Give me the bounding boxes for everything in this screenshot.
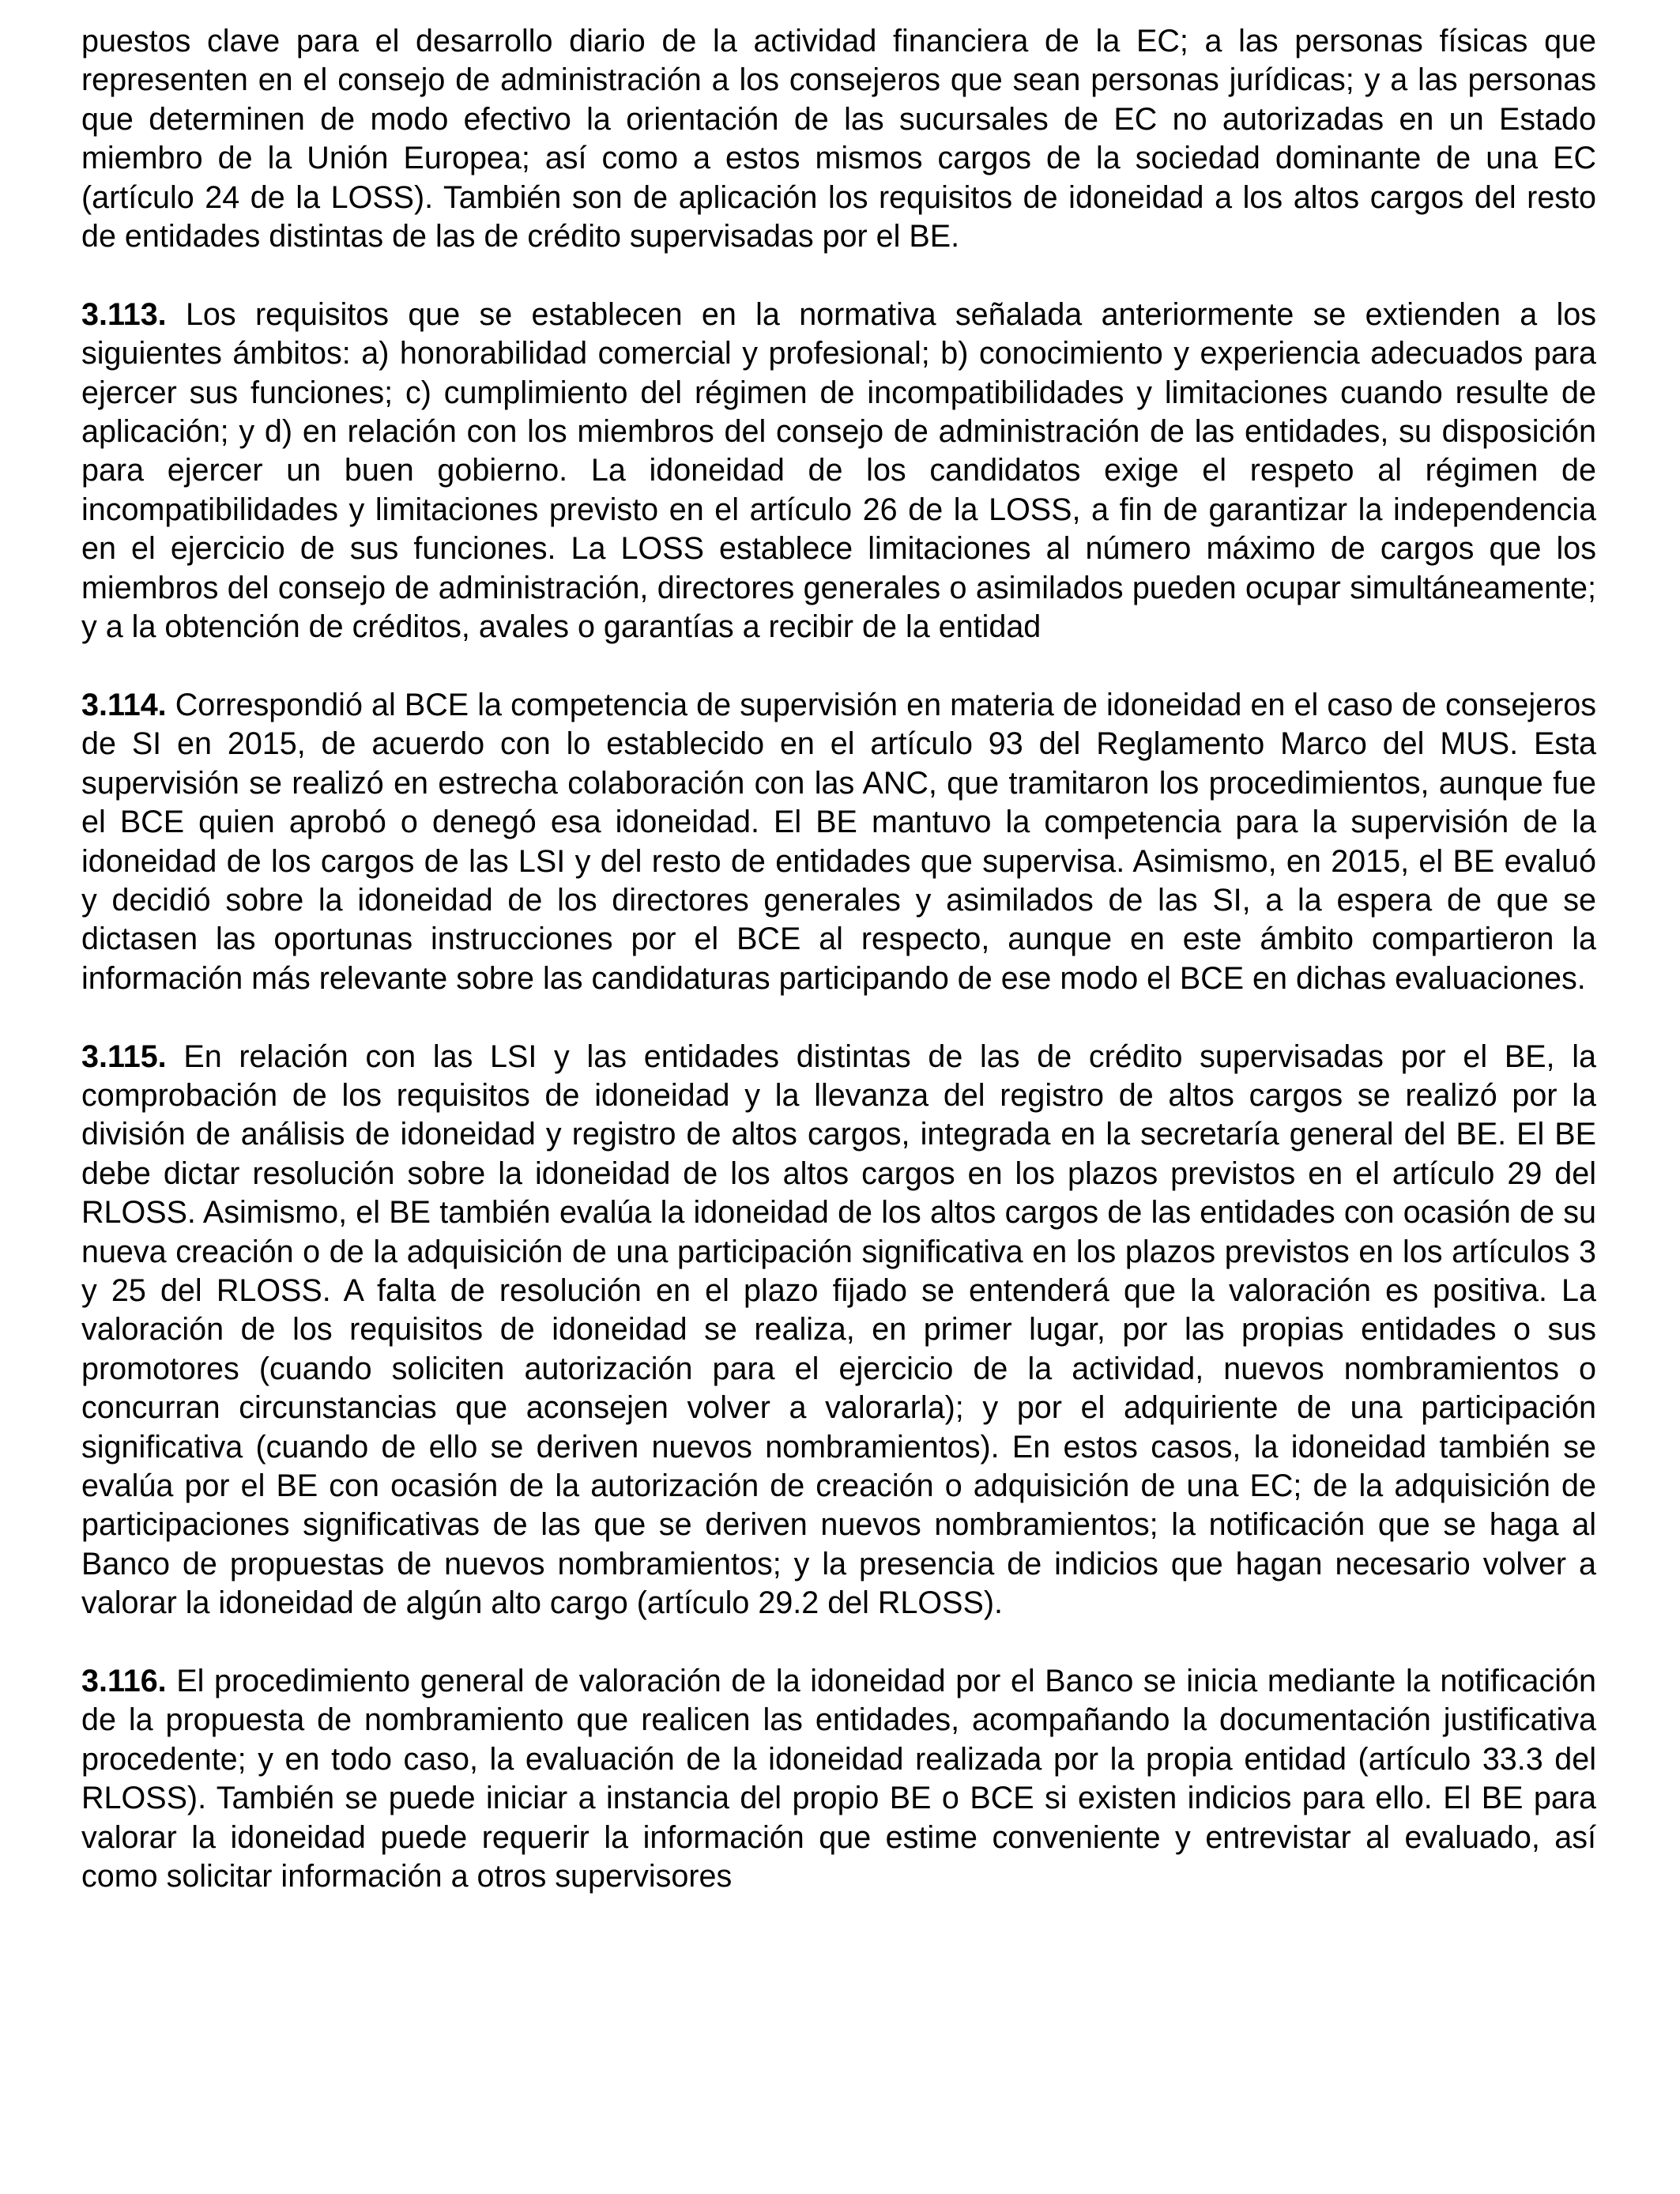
paragraph-continuation <box>81 22 1596 256</box>
paragraph-text: puestos clave para el desarrollo diario de la actividad financiera de la EC; a las personas físicas que representen en el consejo de administración a los consejeros que sean personas jurídicas; y a las personas que determinen de modo efectivo la orientación de las sucursales de EC no autorizadas en un Estado miembro de la Unión Europea; así como a estos mismos cargos de la sociedad dominante de una EC (artículo 24 de la LOSS). También son de aplicación los requisitos de idoneidad a los altos cargos del resto de entidades distintas de las de crédito supervisadas por el BE. <box>81 24 1596 254</box>
paragraph-text: El procedimiento general de valoración de la idoneidad por el Banco se inicia mediante la notificación de la propuesta de nombramiento que realicen las entidades, acompañando la documentación justificativa procedente; y en todo caso, la evaluación de la idoneidad realizada por la propia entidad (artículo 33.3 del RLOSS). También se puede iniciar a instancia del propio BE o BCE si existen indicios para ello. El BE para valorar la idoneidad puede requerir la información que estime conveniente y entrevistar al evaluado, así como solicitar información a otros supervisores <box>81 1664 1596 1894</box>
paragraph-number: 3.116. <box>81 1664 167 1698</box>
paragraph-3-113 <box>81 296 1596 647</box>
document-page <box>81 22 1596 1896</box>
paragraph-number: 3.113. <box>81 296 167 332</box>
paragraph-number: 3.114. <box>81 687 167 722</box>
paragraph-3-114 <box>81 686 1596 998</box>
paragraph-3-115 <box>81 1038 1596 1623</box>
paragraph-text: Los requisitos que se establecen en la normativa señalada anteriormente se extienden a los siguientes ámbitos: a) honorabilidad comercial y profesional; b) conocimiento y experiencia adecuados para ejercer sus funciones; c) cumplimiento del régimen de incompatibilidades y limitaciones cuando resulte de aplicación; y d) en relación con los miembros del consejo de administración de las entidades, su disposición para ejercer un buen gobierno. La idoneidad de los candidatos exige el respeto al régimen de incompatibilidades y limitaciones previsto en el artículo 26 de la LOSS, a fin de garantizar la independencia en el ejercicio de sus funciones. La LOSS establece limitaciones al número máximo de cargos que los miembros del consejo de administración, directores generales o asimilados pueden ocupar simultáneamente; y a la obtención de créditos, avales o garantías a recibir de la entidad <box>81 296 1596 645</box>
paragraph-text: En relación con las LSI y las entidades distintas de las de crédito supervisadas por el BE, la comprobación de los requisitos de idoneidad y la llevanza del registro de altos cargos se realizó por la división de análisis de idoneidad y registro de altos cargos, integrada en la secretaría general del BE. El BE debe dictar resolución sobre la idoneidad de los altos cargos en los plazos previstos en el artículo 29 del RLOSS. Asimismo, el BE también evalúa la idoneidad de los altos cargos de las entidades con ocasión de su nueva creación o de la adquisición de una participación significativa en los plazos previstos en los artículos 3 y 25 del RLOSS. A falta de resolución en el plazo fijado se entenderá que la valoración es positiva. La valoración de los requisitos de idoneidad se realiza, en primer lugar, por las propias entidades o sus promotores (cuando soliciten autorización para el ejercicio de la actividad, nuevos nombramientos o concurran circunstancias que aconsejen volver a valorarla); y por el adquiriente de una participación significativa (cuando de ello se deriven nuevos nombramientos). En estos casos, la idoneidad también se evalúa por el BE con ocasión de la autorización de creación o adquisición de una EC; de la adquisición de participaciones significativas de las que se deriven nuevos nombramientos; la notificación que se haga al Banco de propuestas de nuevos nombramientos; y la presencia de indicios que hagan necesario volver a valorar la idoneidad de algún alto cargo (artículo 29.2 del RLOSS). <box>81 1039 1596 1621</box>
paragraph-number: 3.115. <box>81 1039 167 1074</box>
paragraph-text: Correspondió al BCE la competencia de supervisión en materia de idoneidad en el caso de consejeros de SI en 2015, de acuerdo con lo establecido en el artículo 93 del Reglamento Marco del MUS. Esta supervisión se realizó en estrecha colaboración con las ANC, que tramitaron los procedimientos, aunque fue el BCE quien aprobó o denegó esa idoneidad. El BE mantuvo la competencia para la supervisión de la idoneidad de los cargos de las LSI y del resto de entidades que supervisa. Asimismo, en 2015, el BE evaluó y decidió sobre la idoneidad de los directores generales y asimilados de las SI, a la espera de que se dictasen las oportunas instrucciones por el BCE al respecto, aunque en este ámbito compartieron la información más relevante sobre las candidaturas participando de ese modo el BCE en dichas evaluaciones. <box>81 687 1596 996</box>
paragraph-3-116 <box>81 1662 1596 1896</box>
